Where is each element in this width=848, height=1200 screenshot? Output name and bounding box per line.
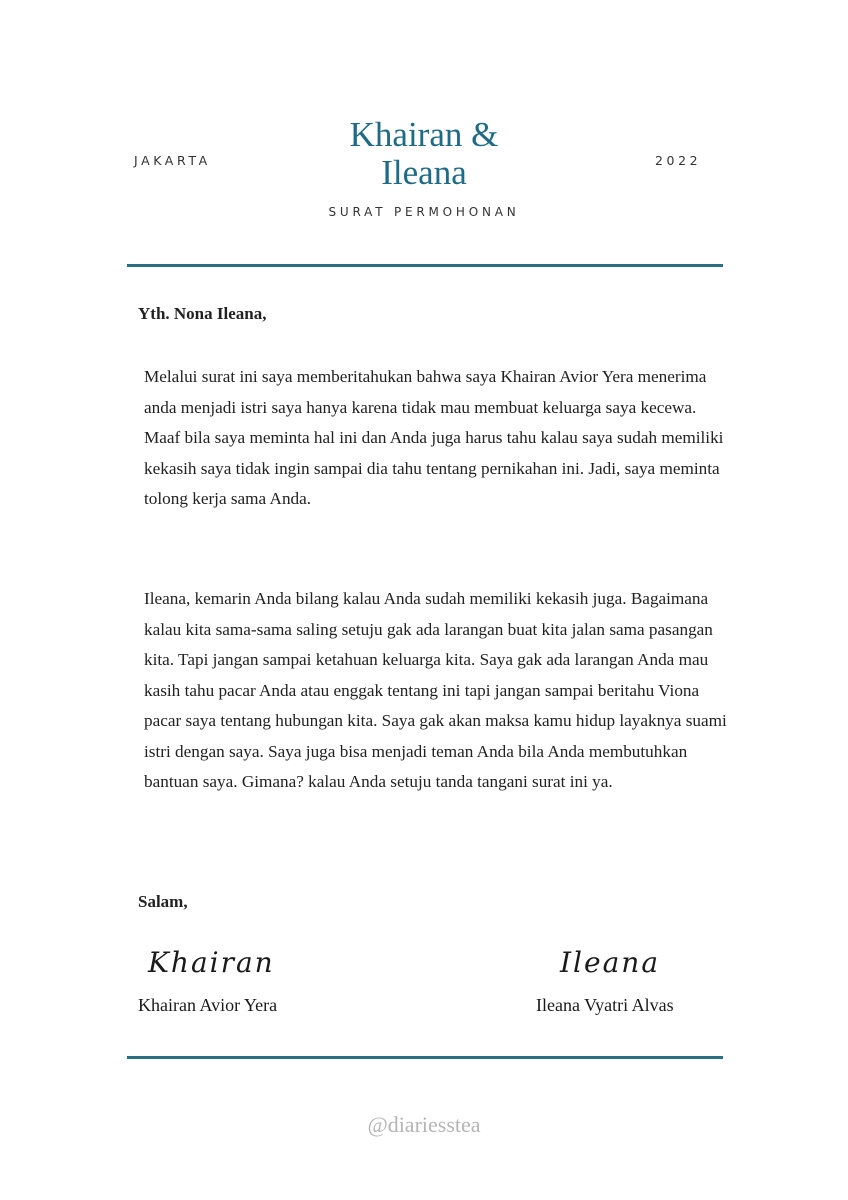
title-line-1: Khairan & <box>349 115 499 154</box>
letter-year: 2022 <box>655 153 702 168</box>
bottom-divider <box>127 1056 723 1059</box>
body-paragraph-1: Melalui surat ini saya memberitahukan bahwa saya Khairan Avior Yera menerima anda menjadi istri saya hanya karena tidak mau membuat keluarga saya kecewa. Maaf bila saya meminta hal ini dan Anda juga harus tahu kalau saya sudah memiliki kekasih saya tidak ingin sampai dia tahu tentang pernikahan ini. Jadi, saya meminta tolong kerja sama Anda. <box>144 367 724 508</box>
letter-subtitle: SURAT PERMOHONAN <box>328 205 520 219</box>
body-paragraph-2: Ileana, kemarin Anda bilang kalau Anda sudah memiliki kekasih juga. Bagaimana kalau kita sama-sama saling setuju gak ada larangan buat kita jalan sama pasangan kita. Tapi jangan sampai ketahuan keluarga kita. Saya gak ada larangan Anda mau kasih tahu pacar Anda atau enggak tentang ini tapi jangan sampai beritahu Viona pacar saya tentang hubungan kita. Saya gak akan maksa kamu hidup layaknya suami istri dengan saya. Saya juga bisa menjadi teman Anda bila Anda membutuhkan bantuan saya. Gimana? kalau Anda setuju tanda tangani surat ini ya. <box>144 589 727 791</box>
watermark: @diariesstea <box>367 1112 481 1137</box>
closing: Salam, <box>138 892 188 911</box>
signature-ileana: Ileana <box>560 946 661 979</box>
letter-title <box>274 116 574 192</box>
signature-khairan: Khairan <box>148 946 275 979</box>
signer-name-left: Khairan Avior Yera <box>138 995 278 1015</box>
top-divider <box>127 264 723 267</box>
salutation: Yth. Nona Ileana, <box>138 304 267 323</box>
signer-name-right: Ileana Vyatri Alvas <box>536 995 674 1015</box>
letter-city: JAKARTA <box>134 153 211 168</box>
title-line-2: Ileana <box>381 153 467 192</box>
